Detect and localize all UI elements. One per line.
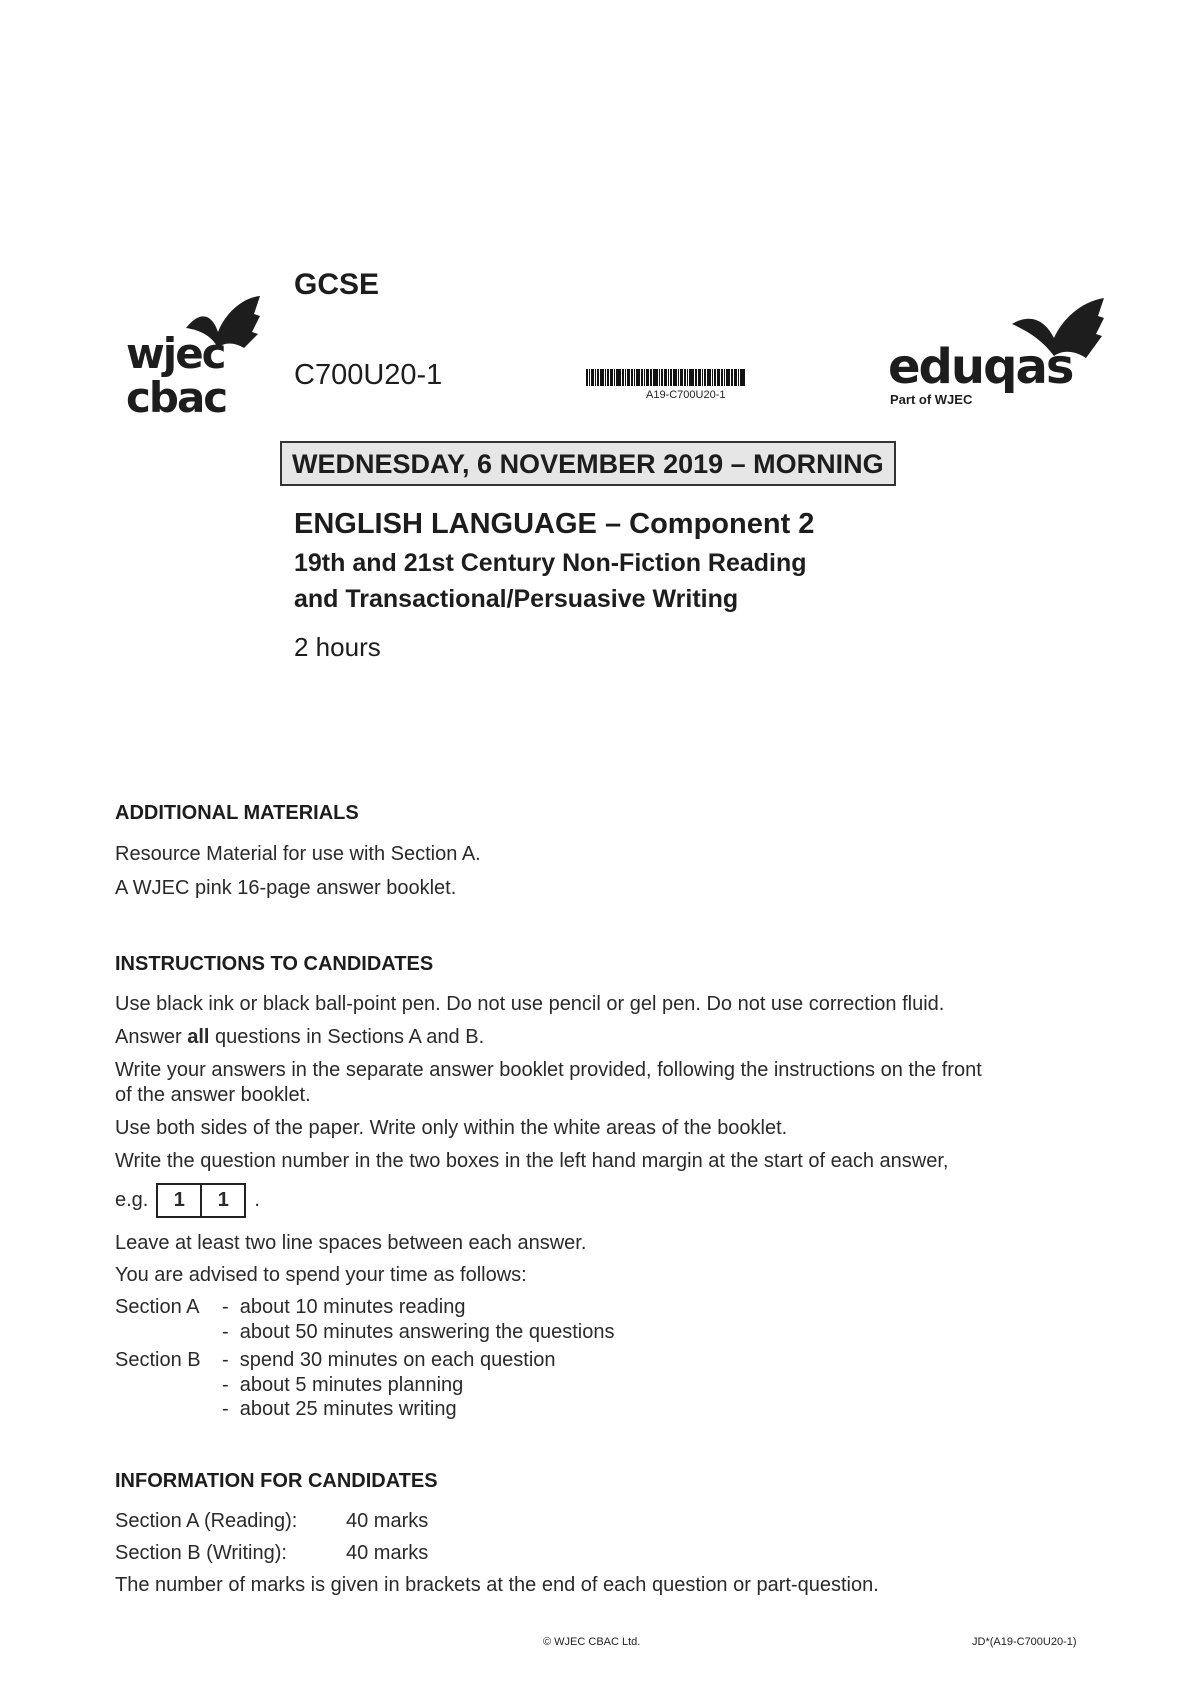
- instruction-line: Leave at least two line spaces between each answer.: [115, 1232, 587, 1254]
- instruction-line: Write the question number in the two boxes in the left hand margin at the start of each answer,: [115, 1150, 949, 1172]
- instruction-line: Write your answers in the separate answer booklet provided, following the instructions on the front: [115, 1059, 982, 1081]
- section-a-item: - about 50 minutes answering the questions: [222, 1321, 615, 1343]
- logo-right-eduqas: eduqas: [888, 339, 1073, 395]
- question-number-box: 1: [173, 1189, 185, 1211]
- paper-subtitle-line1: 19th and 21st Century Non-Fiction Reading: [294, 549, 807, 577]
- example-label: e.g.: [115, 1189, 149, 1211]
- instruction-text: Answer: [115, 1026, 188, 1048]
- instruction-emphasis: all: [187, 1026, 210, 1048]
- marks-value-a: 40 marks: [346, 1510, 429, 1532]
- qualification-level: GCSE: [294, 268, 380, 301]
- instruction-line: [115, 1026, 484, 1049]
- marks-label-b: Section B (Writing):: [115, 1542, 287, 1564]
- instruction-text: questions in Sections A and B.: [209, 1026, 485, 1048]
- additional-materials-line: A WJEC pink 16-page answer booklet.: [115, 877, 457, 899]
- logo-left-cbac: cbac: [126, 373, 227, 422]
- instruction-line: of the answer booklet.: [115, 1084, 311, 1106]
- information-note: The number of marks is given in brackets at the end of each question or part-question.: [115, 1574, 879, 1596]
- section-a-item: - about 10 minutes reading: [222, 1296, 466, 1318]
- paper-duration: 2 hours: [294, 632, 381, 662]
- additional-materials-heading: ADDITIONAL MATERIALS: [115, 802, 359, 824]
- logo-right-tagline: Part of WJEC: [890, 392, 973, 407]
- instruction-line: Use both sides of the paper. Write only within the white areas of the booklet.: [115, 1117, 788, 1139]
- barcode-caption: A19-C700U20-1: [646, 389, 726, 401]
- exam-date-box: WEDNESDAY, 6 NOVEMBER 2019 – MORNING: [280, 441, 896, 486]
- paper-subtitle-line2: and Transactional/Persuasive Writing: [294, 585, 739, 613]
- barcode: [586, 369, 746, 401]
- additional-materials-line: Resource Material for use with Section A.: [115, 843, 481, 865]
- copyright-footer: © WJEC CBAC Ltd.: [543, 1636, 641, 1648]
- example-dot: .: [254, 1189, 260, 1211]
- section-a-label: Section A: [115, 1296, 200, 1318]
- eduqas-logo: [888, 296, 1108, 406]
- logo-left-wjec: wjec: [126, 329, 225, 378]
- marks-label-a: Section A (Reading):: [115, 1510, 298, 1532]
- instruction-line: You are advised to spend your time as follows:: [115, 1264, 527, 1286]
- section-b-item: - spend 30 minutes on each question: [222, 1349, 556, 1371]
- paper-title: ENGLISH LANGUAGE – Component 2: [294, 508, 815, 540]
- instructions-heading: INSTRUCTIONS TO CANDIDATES: [115, 953, 434, 975]
- wjec-cbac-logo: [126, 292, 261, 427]
- information-heading: INFORMATION FOR CANDIDATES: [115, 1470, 438, 1492]
- instruction-line: Use black ink or black ball-point pen. Do not use pencil or gel pen. Do not use correction fluid.: [115, 993, 945, 1015]
- reference-footer: JD*(A19-C700U20-1): [972, 1636, 1077, 1648]
- barcode-bars: [586, 369, 746, 386]
- question-number-box: 1: [200, 1185, 244, 1216]
- example-row: [115, 1183, 260, 1218]
- paper-code: C700U20-1: [294, 359, 443, 391]
- section-b-item: - about 5 minutes planning: [222, 1374, 464, 1396]
- section-b-item: - about 25 minutes writing: [222, 1398, 457, 1420]
- question-number-boxes: [156, 1183, 246, 1218]
- section-b-label: Section B: [115, 1349, 201, 1371]
- marks-value-b: 40 marks: [346, 1542, 429, 1564]
